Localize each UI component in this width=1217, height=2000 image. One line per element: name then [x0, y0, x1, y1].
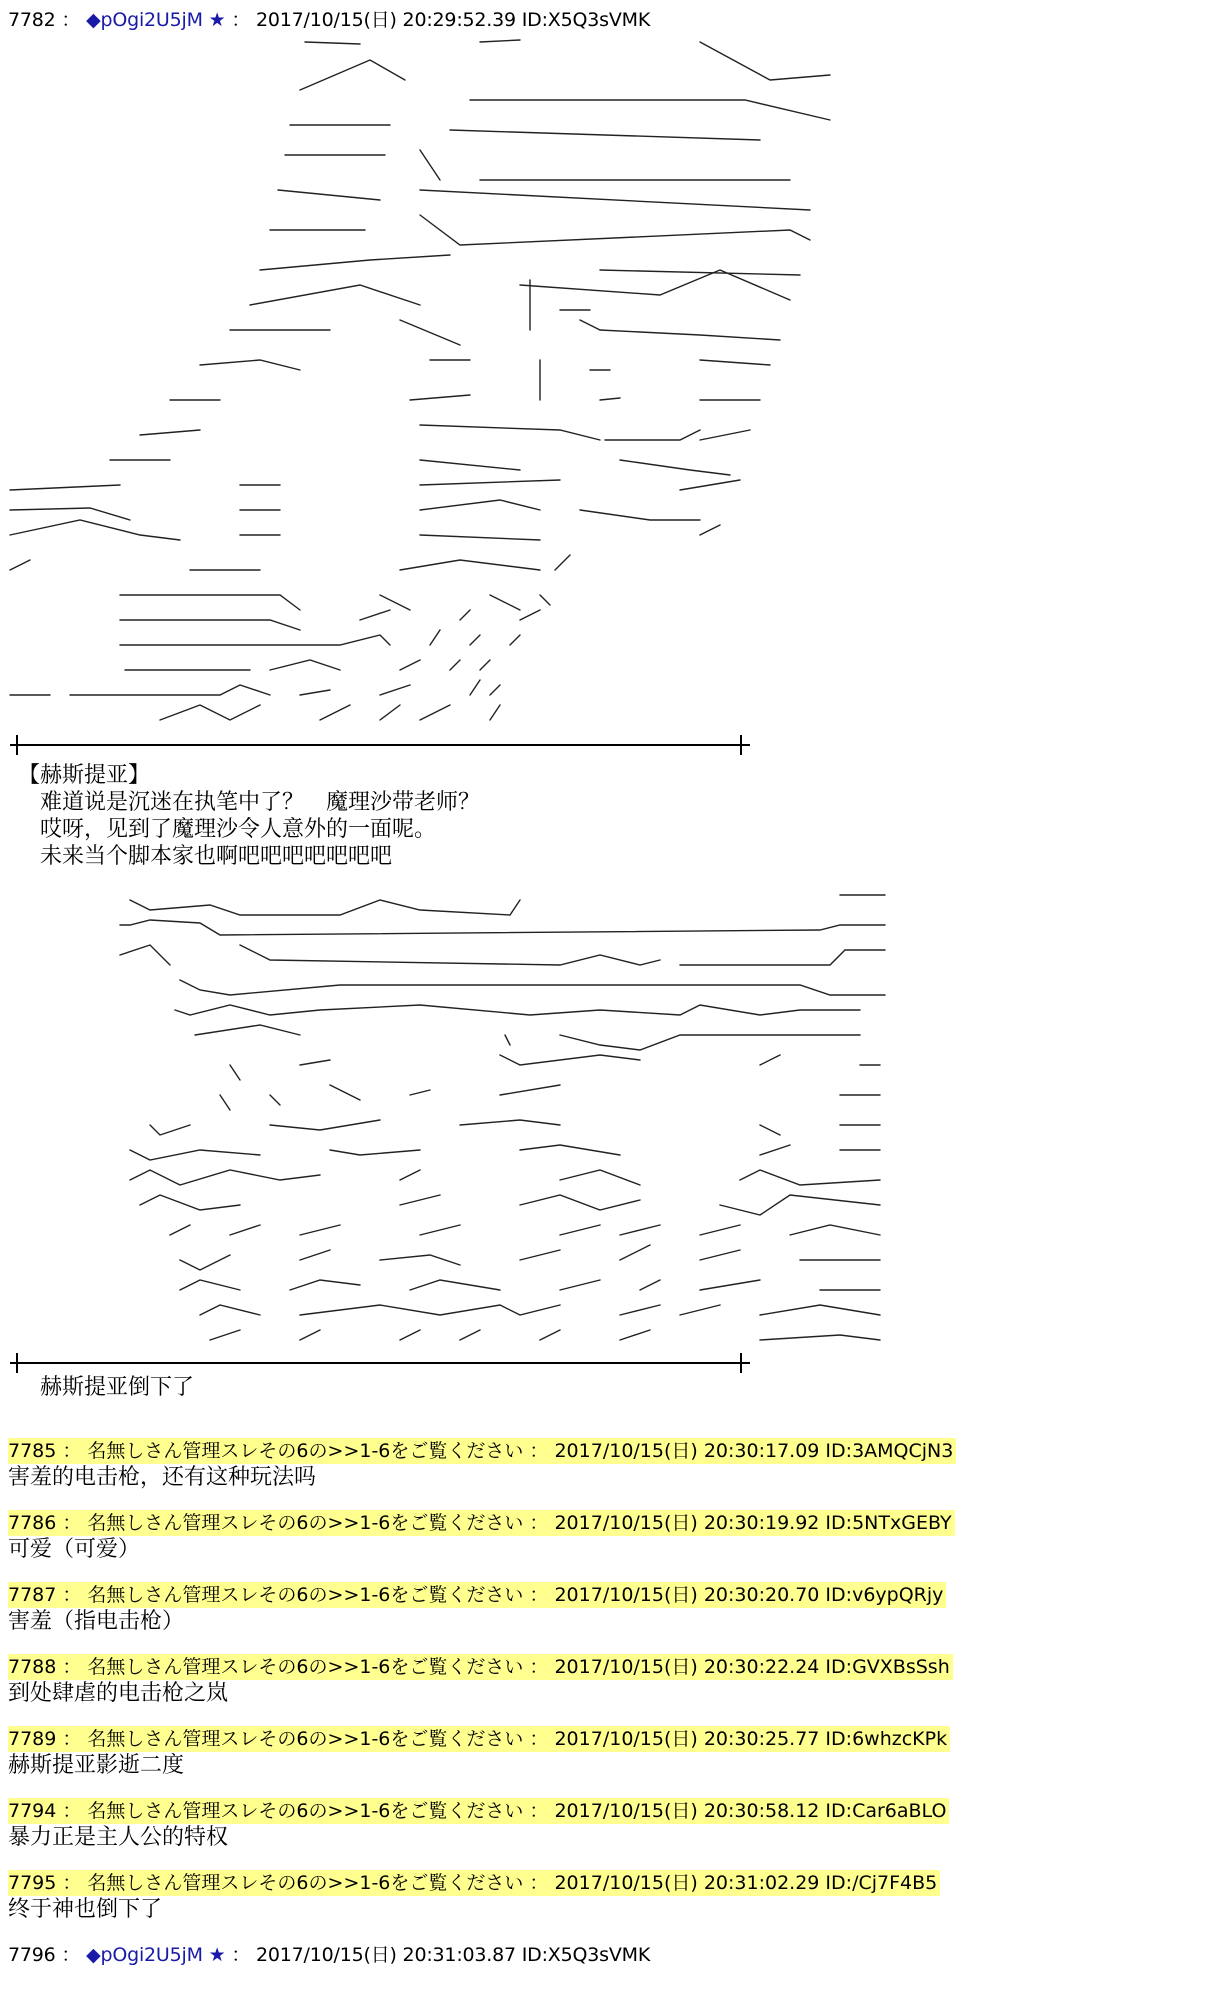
reply-post: [8, 1438, 1018, 1492]
ascii-art-figure-2: [0, 885, 900, 1350]
reply-body: 害羞（指电击枪）: [8, 1609, 185, 1634]
reply-header[interactable]: 7788 ： 名無しさん管理スレその6の>>1-6をご覧ください ： 2017/10/15(日) 20:30:22.24 ID:GVXBsSsh: [8, 1654, 953, 1680]
reply-header[interactable]: 7786 ： 名無しさん管理スレその6の>>1-6をご覧ください ： 2017/10/15(日) 20:30:19.92 ID:5NTxGEBY: [8, 1510, 955, 1536]
reply-header[interactable]: 7787 ： 名無しさん管理スレその6の>>1-6をご覧ください ： 2017/10/15(日) 20:30:20.70 ID:v6ypQRjy: [8, 1582, 946, 1608]
dialogue-block: [18, 762, 480, 870]
reply-header[interactable]: 7789 ： 名無しさん管理スレその6の>>1-6をご覧ください ： 2017/10/15(日) 20:30:25.77 ID:6whzcKPk: [8, 1726, 950, 1752]
divider-cap: [16, 1353, 18, 1373]
reply-body: 害羞的电击枪，还有这种玩法吗: [8, 1465, 317, 1490]
ascii-art-figure-1: [0, 30, 840, 735]
divider-cap: [16, 735, 18, 755]
post-number: 7796: [8, 1944, 56, 1966]
post-date: 2017/10/15(日) 20:29:52.39: [255, 9, 516, 31]
post-number: 7782: [8, 9, 56, 31]
reply-body: 终于神也倒下了: [8, 1897, 163, 1922]
post-id[interactable]: ID:X5Q3sVMK: [521, 9, 651, 31]
reply-body: 可爱（可爱）: [8, 1537, 141, 1562]
speaker-name: 【赫斯提亚】: [18, 763, 151, 788]
divider-cap: [740, 1353, 742, 1373]
star-icon: ★: [208, 1944, 226, 1966]
reply-post: [8, 1654, 1018, 1708]
reply-post: [8, 1726, 1018, 1780]
divider-rule: [10, 1362, 750, 1364]
trip-code[interactable]: pOgi2U5jM: [100, 9, 203, 31]
post-id[interactable]: ID:X5Q3sVMK: [521, 1944, 651, 1966]
reply-post: [8, 1582, 1018, 1636]
dialogue-line: 哎呀，见到了魔理沙令人意外的一面呢。: [40, 817, 437, 842]
post-header-7782: [8, 8, 650, 32]
post-header-7796: [8, 1943, 650, 1967]
trip-diamond-icon: ◆: [86, 1944, 101, 1966]
reply-body: 赫斯提亚影逝二度: [8, 1753, 185, 1778]
trip-diamond-icon: ◆: [86, 9, 101, 31]
reply-header[interactable]: 7795 ： 名無しさん管理スレその6の>>1-6をご覧ください ： 2017/10/15(日) 20:31:02.29 ID:/Cj7F4B5: [8, 1870, 940, 1896]
reply-post: [8, 1870, 1018, 1924]
separator: ：: [61, 9, 81, 31]
reply-header[interactable]: 7785 ： 名無しさん管理スレその6の>>1-6をご覧ください ： 2017/10/15(日) 20:30:17.09 ID:3AMQCjN3: [8, 1438, 956, 1464]
post-date: 2017/10/15(日) 20:31:03.87: [255, 1944, 516, 1966]
trip-code[interactable]: pOgi2U5jM: [100, 1944, 203, 1966]
star-icon: ★: [208, 9, 226, 31]
reply-header[interactable]: 7794 ： 名無しさん管理スレその6の>>1-6をご覧ください ： 2017/10/15(日) 20:30:58.12 ID:Car6aBLO: [8, 1798, 949, 1824]
separator: ：: [231, 1944, 251, 1966]
reply-post: [8, 1510, 1018, 1564]
divider-rule: [10, 744, 750, 746]
reply-body: 暴力正是主人公的特权: [8, 1825, 229, 1850]
separator: ：: [61, 1944, 81, 1966]
divider-cap: [740, 735, 742, 755]
dialogue-line: 未来当个脚本家也啊吧吧吧吧吧吧吧: [40, 844, 393, 869]
dialogue-line: 难道说是沉迷在执笔中了？ 魔理沙带老师？: [40, 790, 481, 815]
narration-caption: 赫斯提亚倒下了: [40, 1375, 195, 1400]
reply-post: [8, 1798, 1018, 1852]
separator: ：: [231, 9, 251, 31]
reply-body: 到处肆虐的电击枪之岚: [8, 1681, 229, 1706]
